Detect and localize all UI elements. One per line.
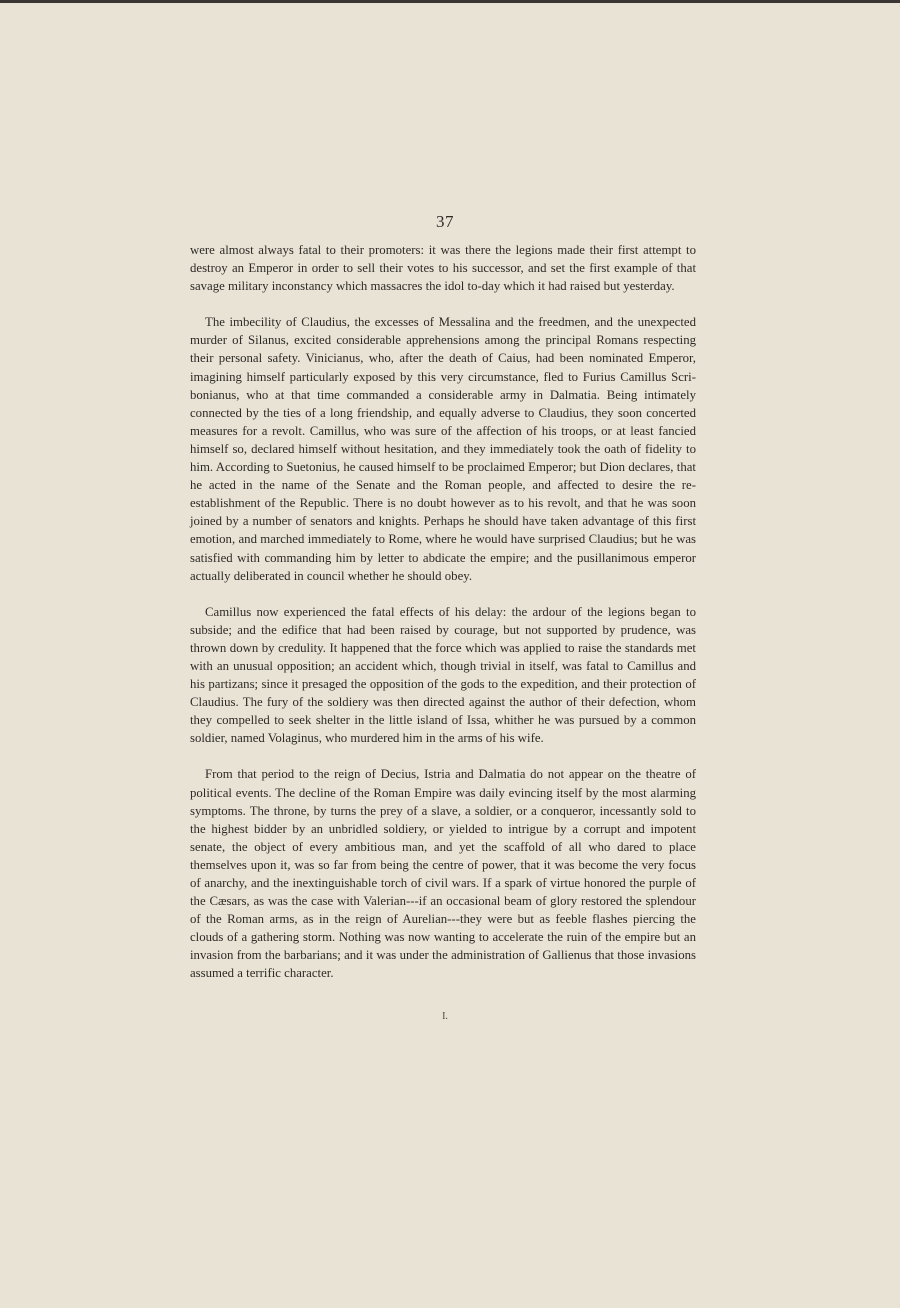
page-number: 37 [436, 212, 454, 231]
paragraph-camillus: Camillus now experienced the fatal effects of his delay: the ardour of the legions began to subside; and the edifice that had been raised by courage, but not supported by prudence, was thrown down by credulity. It happened that the force which was applied to raise the standards met with an unusual opposition; an accident which, though trivial in itself, was fatal to Camillus and his partizans; since it presaged the opposition of the gods to the expedition, and their protection of Claudius. The fury of the soldiery was then directed against the author of their defection, whom they compelled to seek shelter in the little island of Issa, whither he was pursued by a common soldier, named Volaginus, who murdered him in the arms of his wife. [190, 604, 696, 746]
paragraph-claudius: The imbecility of Claudius, the excesses of Messalina and the freedmen, and the unexpected murder of Silanus, excited considerable apprehensions among the principal Romans respecting their personal safety. Vinicianus, who, after the death of Caius, had been nominated Emperor, imagining himself particularly exposed by this very circumstance, fled to Furius Camillus Scribonianus, who at that time commanded a considerable army in Dalmatia. Being intimately connected by the ties of a long friendship, and equally adverse to Claudius, they soon concerted measures for a revolt. Camillus, who was sure of the affection of his troops, or at least fancied himself so, declared himself without hesitation, and they immediately took the oath of fidelity to him. According to Suetonius, he caused himself to be proclaimed Emperor; but Dion declares, that he acted in the name of the Senate and the Roman people, and affected to desire the re-establishment of the Republic. There is no doubt however as to his revolt, and that he was soon joined by a number of senators and knights. Perhaps he should have taken advantage of this first emotion, and marched immediately to Rome, where he would have surprised Claudius; but he was satisfied with commanding him by letter to abdicate the empire; and the pusillanimous emperor actually deliberated in council whether he should obey. [190, 315, 696, 583]
signature-mark: I. [442, 1011, 448, 1022]
body-text [190, 241, 696, 1001]
page-top-edge [0, 0, 900, 3]
paragraph-decius: From that period to the reign of Decius, Istria and Dalmatia do not appear on the theatre of political events. The decline of the Roman Empire was daily evincing itself by the most alarming symptoms. The throne, by turns the prey of a slave, a soldier, or a conqueror, incessantly sold to the highest bidder by an unbridled soldiery, or yielded to intrigue by a corrupt and impotent senate, the object of every ambitious man, and yet the scaffold of all who dared to place themselves upon it, was so far from being the centre of power, that it was become the very focus of anarchy, and the inextinguishable torch of civil wars. If a spark of virtue honored the purple of the Cæsars, as was the case with Valerian---if an occasional beam of glory restored the splendour of the Roman arms, as in the reign of Aurelian---they were but as feeble flashes piercing the clouds of a gathering storm. Nothing was now wanting to accelerate the ruin of the empire but an invasion from the barbarians; and it was under the administration of Gallienus that those invasions assumed a terrific character. [190, 767, 696, 981]
paragraph-continuation: were almost always fatal to their promoters: it was there the legions made their first attempt to destroy an Emperor in order to sell their votes to his successor, and set the first example of that savage military inconstancy which massacres the idol to-day which it had raised but yesterday. [190, 243, 696, 294]
